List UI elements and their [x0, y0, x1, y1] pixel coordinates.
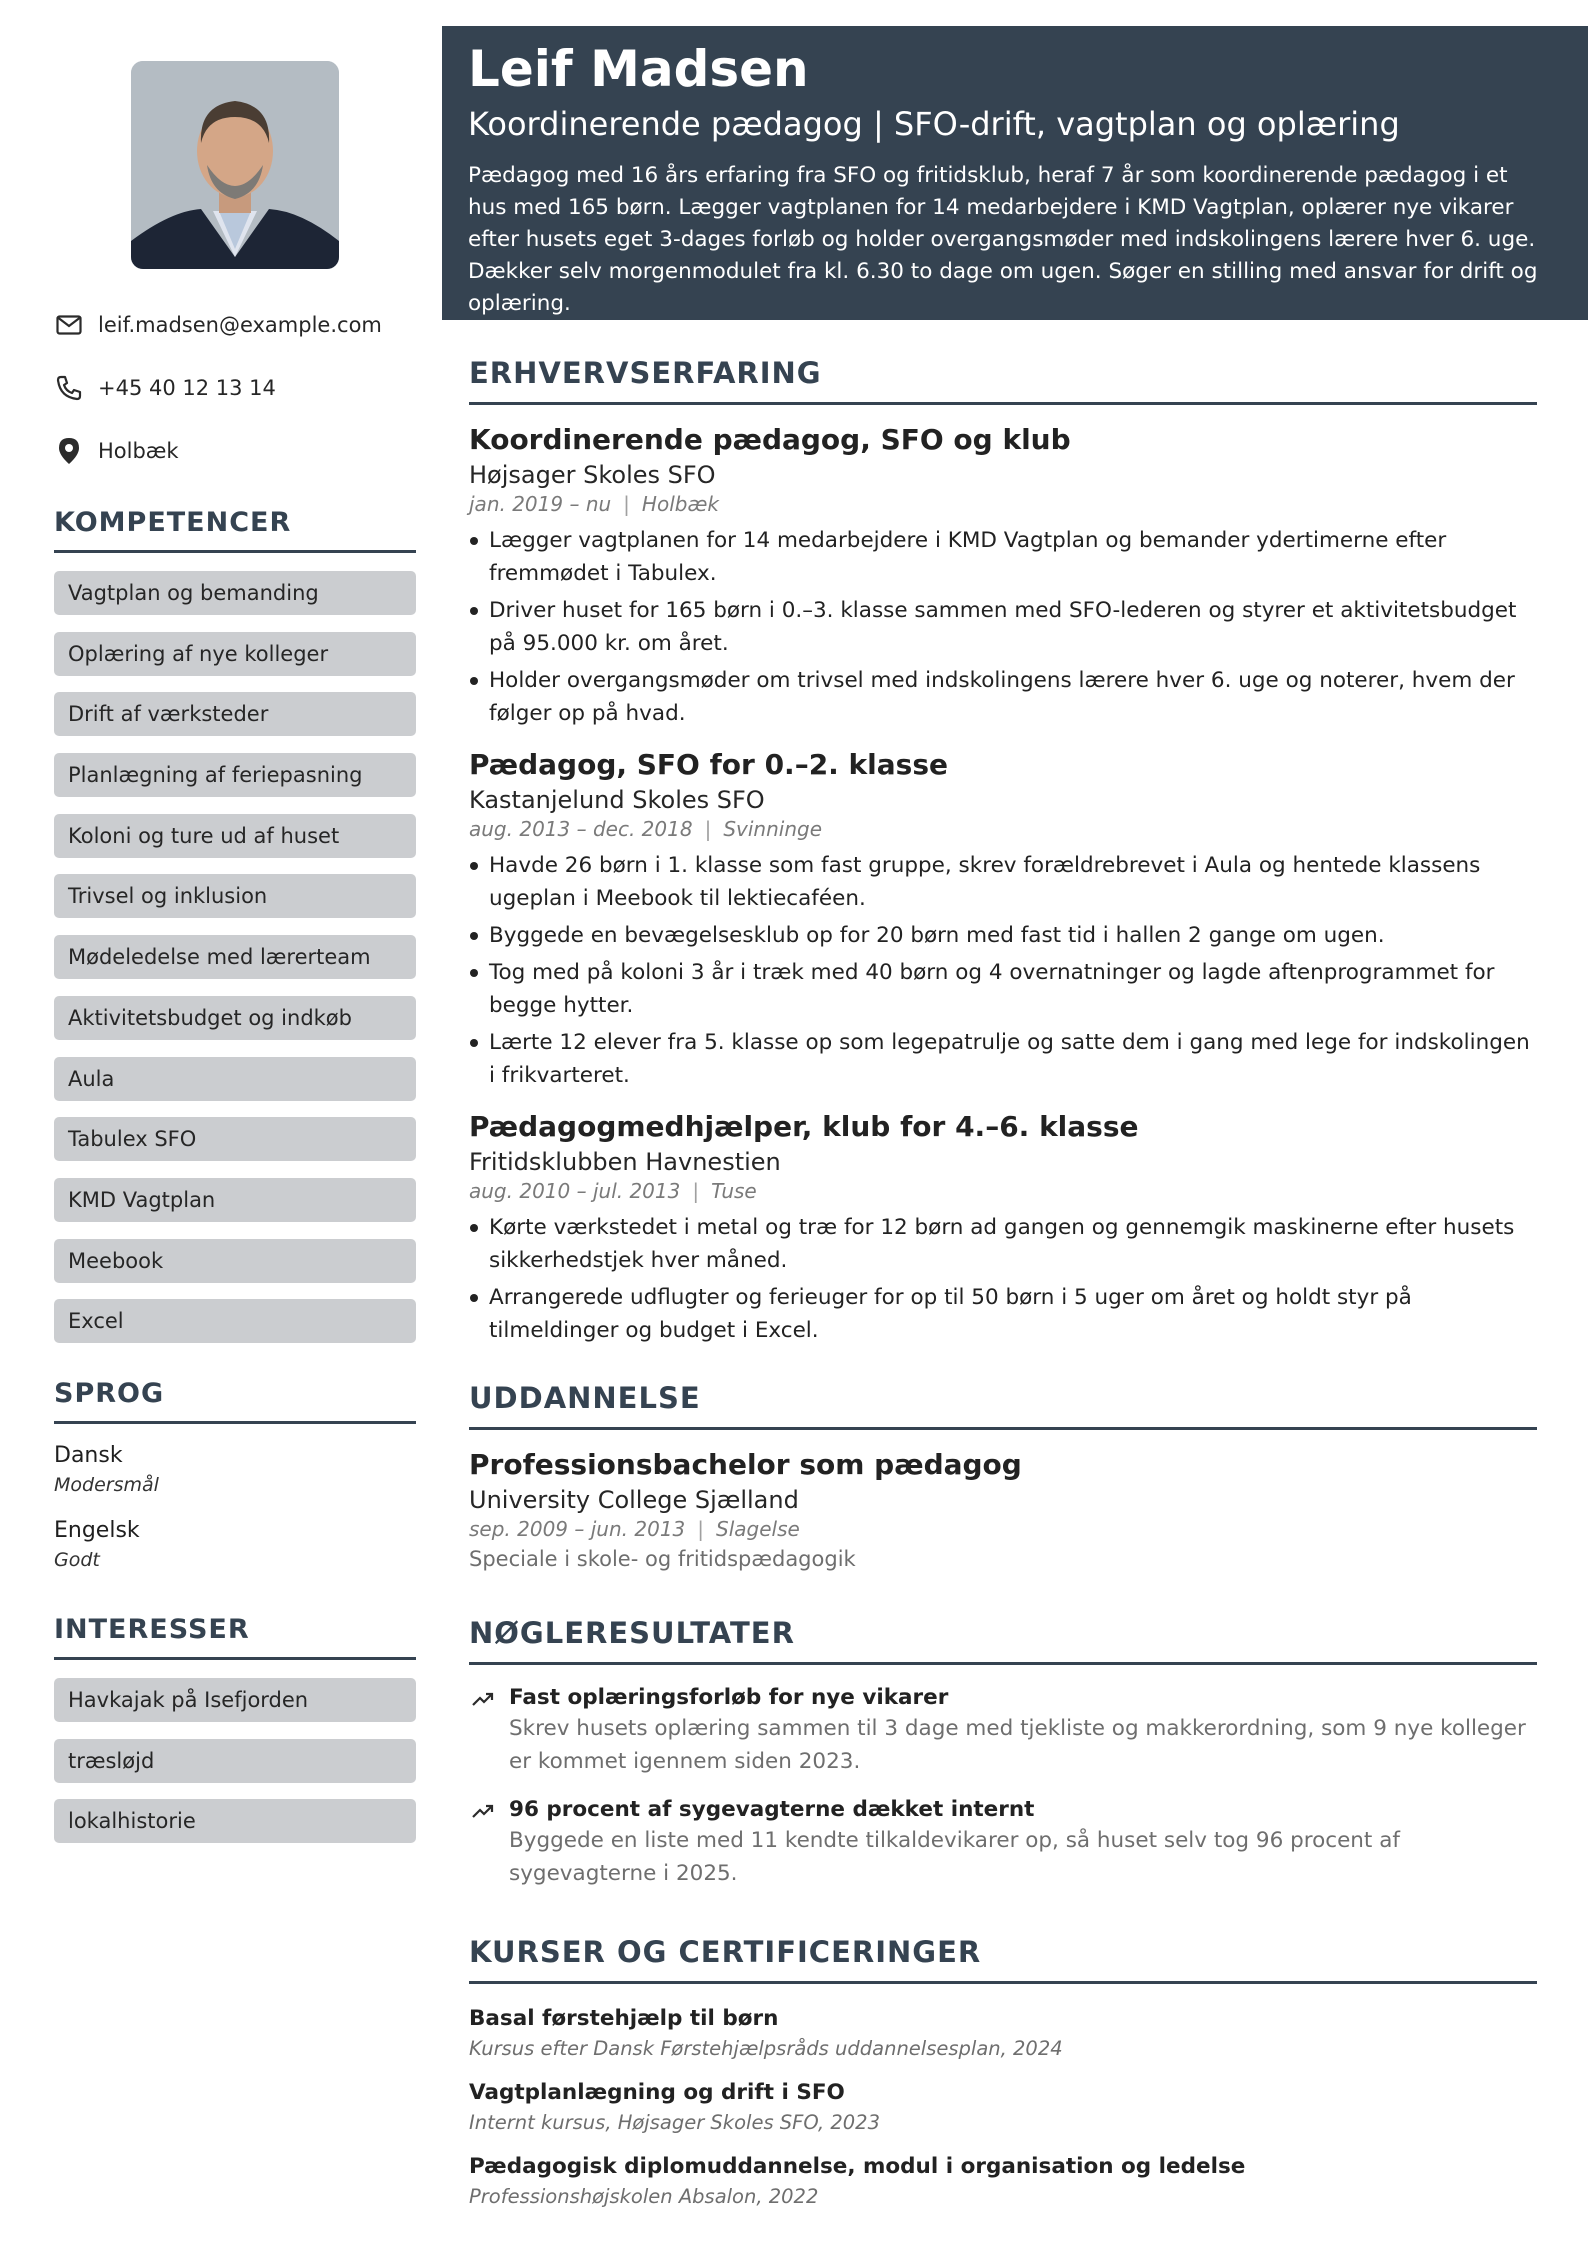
- skill-tag: Drift af værksteder: [54, 692, 416, 736]
- profile-summary: Pædagog med 16 års erfaring fra SFO og fritidsklub, heraf 7 år som koordinerende pædagog i et hus med 165 børn. Lægger vagtplanen for 14 medarbejdere i KMD Vagtplan, oplærer nye vikarer efter husets eget 3-dages forløb og holder overgangsmøder med indskolingens lærere hver 6. uge. Dækker selv morgenmodulet fra kl. 6.30 to dage om ugen. Søger en stilling med ansvar for drift og oplæring.: [468, 163, 1538, 316]
- skill-tag: Excel: [54, 1299, 416, 1343]
- location-text: Holbæk: [98, 439, 179, 463]
- result-title: Fast oplæringsforløb for nye vikarer: [509, 1685, 949, 1710]
- job-entry: [469, 748, 1537, 1096]
- job-bullet: Lærte 12 elever fra 5. klasse op som legepatrulje og satte dem i gang med lege for indskolingen i frikvarteret.: [469, 1026, 1537, 1092]
- job-bullet: Tog med på koloni 3 år i træk med 40 børn og 4 overnatninger og lagde aftenprogrammet for begge hytter.: [469, 956, 1537, 1022]
- contact-location: [54, 436, 416, 466]
- language-level: Modersmål: [54, 1474, 159, 1496]
- skill-tag: KMD Vagtplan: [54, 1178, 416, 1222]
- job-place: Svinninge: [723, 817, 822, 841]
- job-place: Holbæk: [641, 492, 719, 516]
- course-item: [469, 2080, 1537, 2134]
- job-bullet: Driver huset for 165 børn i 0.–3. klasse sammen med SFO-lederen og styrer et aktivitetsbudget på 95.000 kr. om året.: [469, 594, 1537, 660]
- school-name: University College Sjælland: [469, 1486, 799, 1514]
- language-item: [54, 1518, 140, 1571]
- skill-tag: Aktivitetsbudget og indkøb: [54, 996, 416, 1040]
- skill-tag: Meebook: [54, 1239, 416, 1283]
- job-dates: aug. 2010 – jul. 2013: [469, 1179, 681, 1203]
- education-place: Slagelse: [716, 1517, 800, 1541]
- interests-heading: INTERESSER: [54, 1614, 416, 1660]
- languages-heading: SPROG: [54, 1378, 416, 1424]
- experience-heading: ERHVERVSERFARING: [469, 356, 1537, 405]
- phone-text: +45 40 12 13 14: [98, 376, 276, 400]
- result-text: Byggede en liste med 11 kendte tilkaldevikarer op, så huset selv tog 96 procent af sygevagterne i 2025.: [509, 1828, 1400, 1886]
- skill-tag: Vagtplan og bemanding: [54, 571, 416, 615]
- education-dates: sep. 2009 – jun. 2013: [469, 1517, 686, 1541]
- job-dates: jan. 2019 – nu: [469, 492, 612, 516]
- skill-tag: Mødeledelse med lærerteam: [54, 935, 416, 979]
- job-entry: [469, 1110, 1537, 1351]
- course-item: [469, 2154, 1537, 2208]
- job-dates: aug. 2013 – dec. 2018: [469, 817, 693, 841]
- job-title: Koordinerende pædagog | SFO-drift, vagtplan og oplæring: [468, 105, 1400, 143]
- education-heading: UDDANNELSE: [469, 1381, 1537, 1430]
- meta-separator: |: [704, 817, 712, 841]
- header-banner: [442, 26, 1588, 320]
- education-entry: [469, 1448, 1537, 1571]
- job-title: Pædagogmedhjælper, klub for 4.–6. klasse: [469, 1110, 1139, 1143]
- phone-icon: [54, 373, 84, 403]
- mail-icon: [54, 310, 84, 340]
- job-place: Tuse: [711, 1179, 757, 1203]
- skill-tag: Tabulex SFO: [54, 1117, 416, 1161]
- job-bullet: Holder overgangsmøder om trivsel med indskolingens lærere hver 6. uge og noterer, hvem der følger op på hvad.: [469, 664, 1537, 730]
- job-entry: [469, 423, 1537, 734]
- interest-tag: lokalhistorie: [54, 1799, 416, 1843]
- result-title: 96 procent af sygevagterne dækket internt: [509, 1797, 1035, 1822]
- language-level: Godt: [54, 1549, 100, 1571]
- interests-list: [54, 1678, 416, 1860]
- skill-tag: Koloni og ture ud af huset: [54, 814, 416, 858]
- contact-phone[interactable]: [54, 373, 416, 403]
- course-source: Internt kursus, Højsager Skoles SFO, 2023: [469, 2111, 880, 2134]
- interest-tag: Havkajak på Isefjorden: [54, 1678, 416, 1722]
- course-source: Professionshøjskolen Absalon, 2022: [469, 2185, 819, 2208]
- trending-up-icon: [471, 1687, 495, 1711]
- job-bullets: [469, 1211, 1537, 1347]
- courses-heading: KURSER OG CERTIFICERINGER: [469, 1935, 1537, 1984]
- job-company: Fritidsklubben Havnestien: [469, 1148, 781, 1176]
- language-item: [54, 1443, 159, 1496]
- job-company: Højsager Skoles SFO: [469, 461, 716, 489]
- contact-email[interactable]: [54, 310, 416, 340]
- interest-tag: træsløjd: [54, 1739, 416, 1783]
- job-bullet: Havde 26 børn i 1. klasse som fast gruppe, skrev forældrebrevet i Aula og hentede klassens ugeplan i Meebook til lektiecaféen.: [469, 849, 1537, 915]
- skills-list: [54, 571, 416, 1360]
- skills-heading: KOMPETENCER: [54, 507, 416, 553]
- result-item: [469, 1685, 1537, 1778]
- job-meta: [469, 1179, 1537, 1209]
- meta-separator: |: [623, 492, 630, 516]
- location-pin-icon: [54, 436, 84, 466]
- profile-photo: [131, 61, 339, 269]
- email-text: leif.madsen@example.com: [98, 313, 382, 337]
- degree-title: Professionsbachelor som pædagog: [469, 1448, 1022, 1481]
- course-title: Vagtplanlægning og drift i SFO: [469, 2080, 845, 2105]
- skill-tag: Planlægning af feriepasning: [54, 753, 416, 797]
- job-title: Pædagog, SFO for 0.–2. klasse: [469, 748, 948, 781]
- education-meta: [469, 1517, 1537, 1547]
- result-text: Skrev husets oplæring sammen til 3 dage med tjekliste og makkerordning, som 9 nye kolleger er kommet igennem siden 2023.: [509, 1716, 1526, 1774]
- results-heading: NØGLERESULTATER: [469, 1616, 1537, 1665]
- course-title: Basal førstehjælp til børn: [469, 2006, 779, 2031]
- job-title: Koordinerende pædagog, SFO og klub: [469, 423, 1071, 456]
- job-company: Kastanjelund Skoles SFO: [469, 786, 765, 814]
- job-bullets: [469, 849, 1537, 1092]
- course-title: Pædagogisk diplomuddannelse, modul i organisation og ledelse: [469, 2154, 1246, 2179]
- skill-tag: Oplæring af nye kolleger: [54, 632, 416, 676]
- person-name: Leif Madsen: [468, 40, 809, 98]
- result-item: [469, 1797, 1537, 1890]
- meta-separator: |: [697, 1517, 705, 1541]
- meta-separator: |: [692, 1179, 700, 1203]
- language-name: Engelsk: [54, 1518, 140, 1543]
- education-note: Speciale i skole- og fritidspædagogik: [469, 1547, 856, 1571]
- job-bullets: [469, 524, 1537, 730]
- job-meta: [469, 817, 1537, 847]
- skill-tag: Aula: [54, 1057, 416, 1101]
- language-name: Dansk: [54, 1443, 123, 1468]
- course-item: [469, 2006, 1537, 2060]
- job-bullet: Byggede en bevægelsesklub op for 20 børn med fast tid i hallen 2 gange om ugen.: [469, 919, 1537, 952]
- job-meta: [469, 492, 1537, 522]
- skill-tag: Trivsel og inklusion: [54, 874, 416, 918]
- job-bullet: Kørte værkstedet i metal og træ for 12 børn ad gangen og gennemgik maskinerne efter husets sikkerhedstjek hver måned.: [469, 1211, 1537, 1277]
- job-bullet: Arrangerede udflugter og ferieuger for op til 50 børn i 5 uger om året og holdt styr på tilmeldinger og budget i Excel.: [469, 1281, 1537, 1347]
- course-source: Kursus efter Dansk Førstehjælpsråds uddannelsesplan, 2024: [469, 2037, 1063, 2060]
- job-bullet: Lægger vagtplanen for 14 medarbejdere i KMD Vagtplan og bemander ydertimerne efter fremmødet i Tabulex.: [469, 524, 1537, 590]
- trending-up-icon: [471, 1799, 495, 1823]
